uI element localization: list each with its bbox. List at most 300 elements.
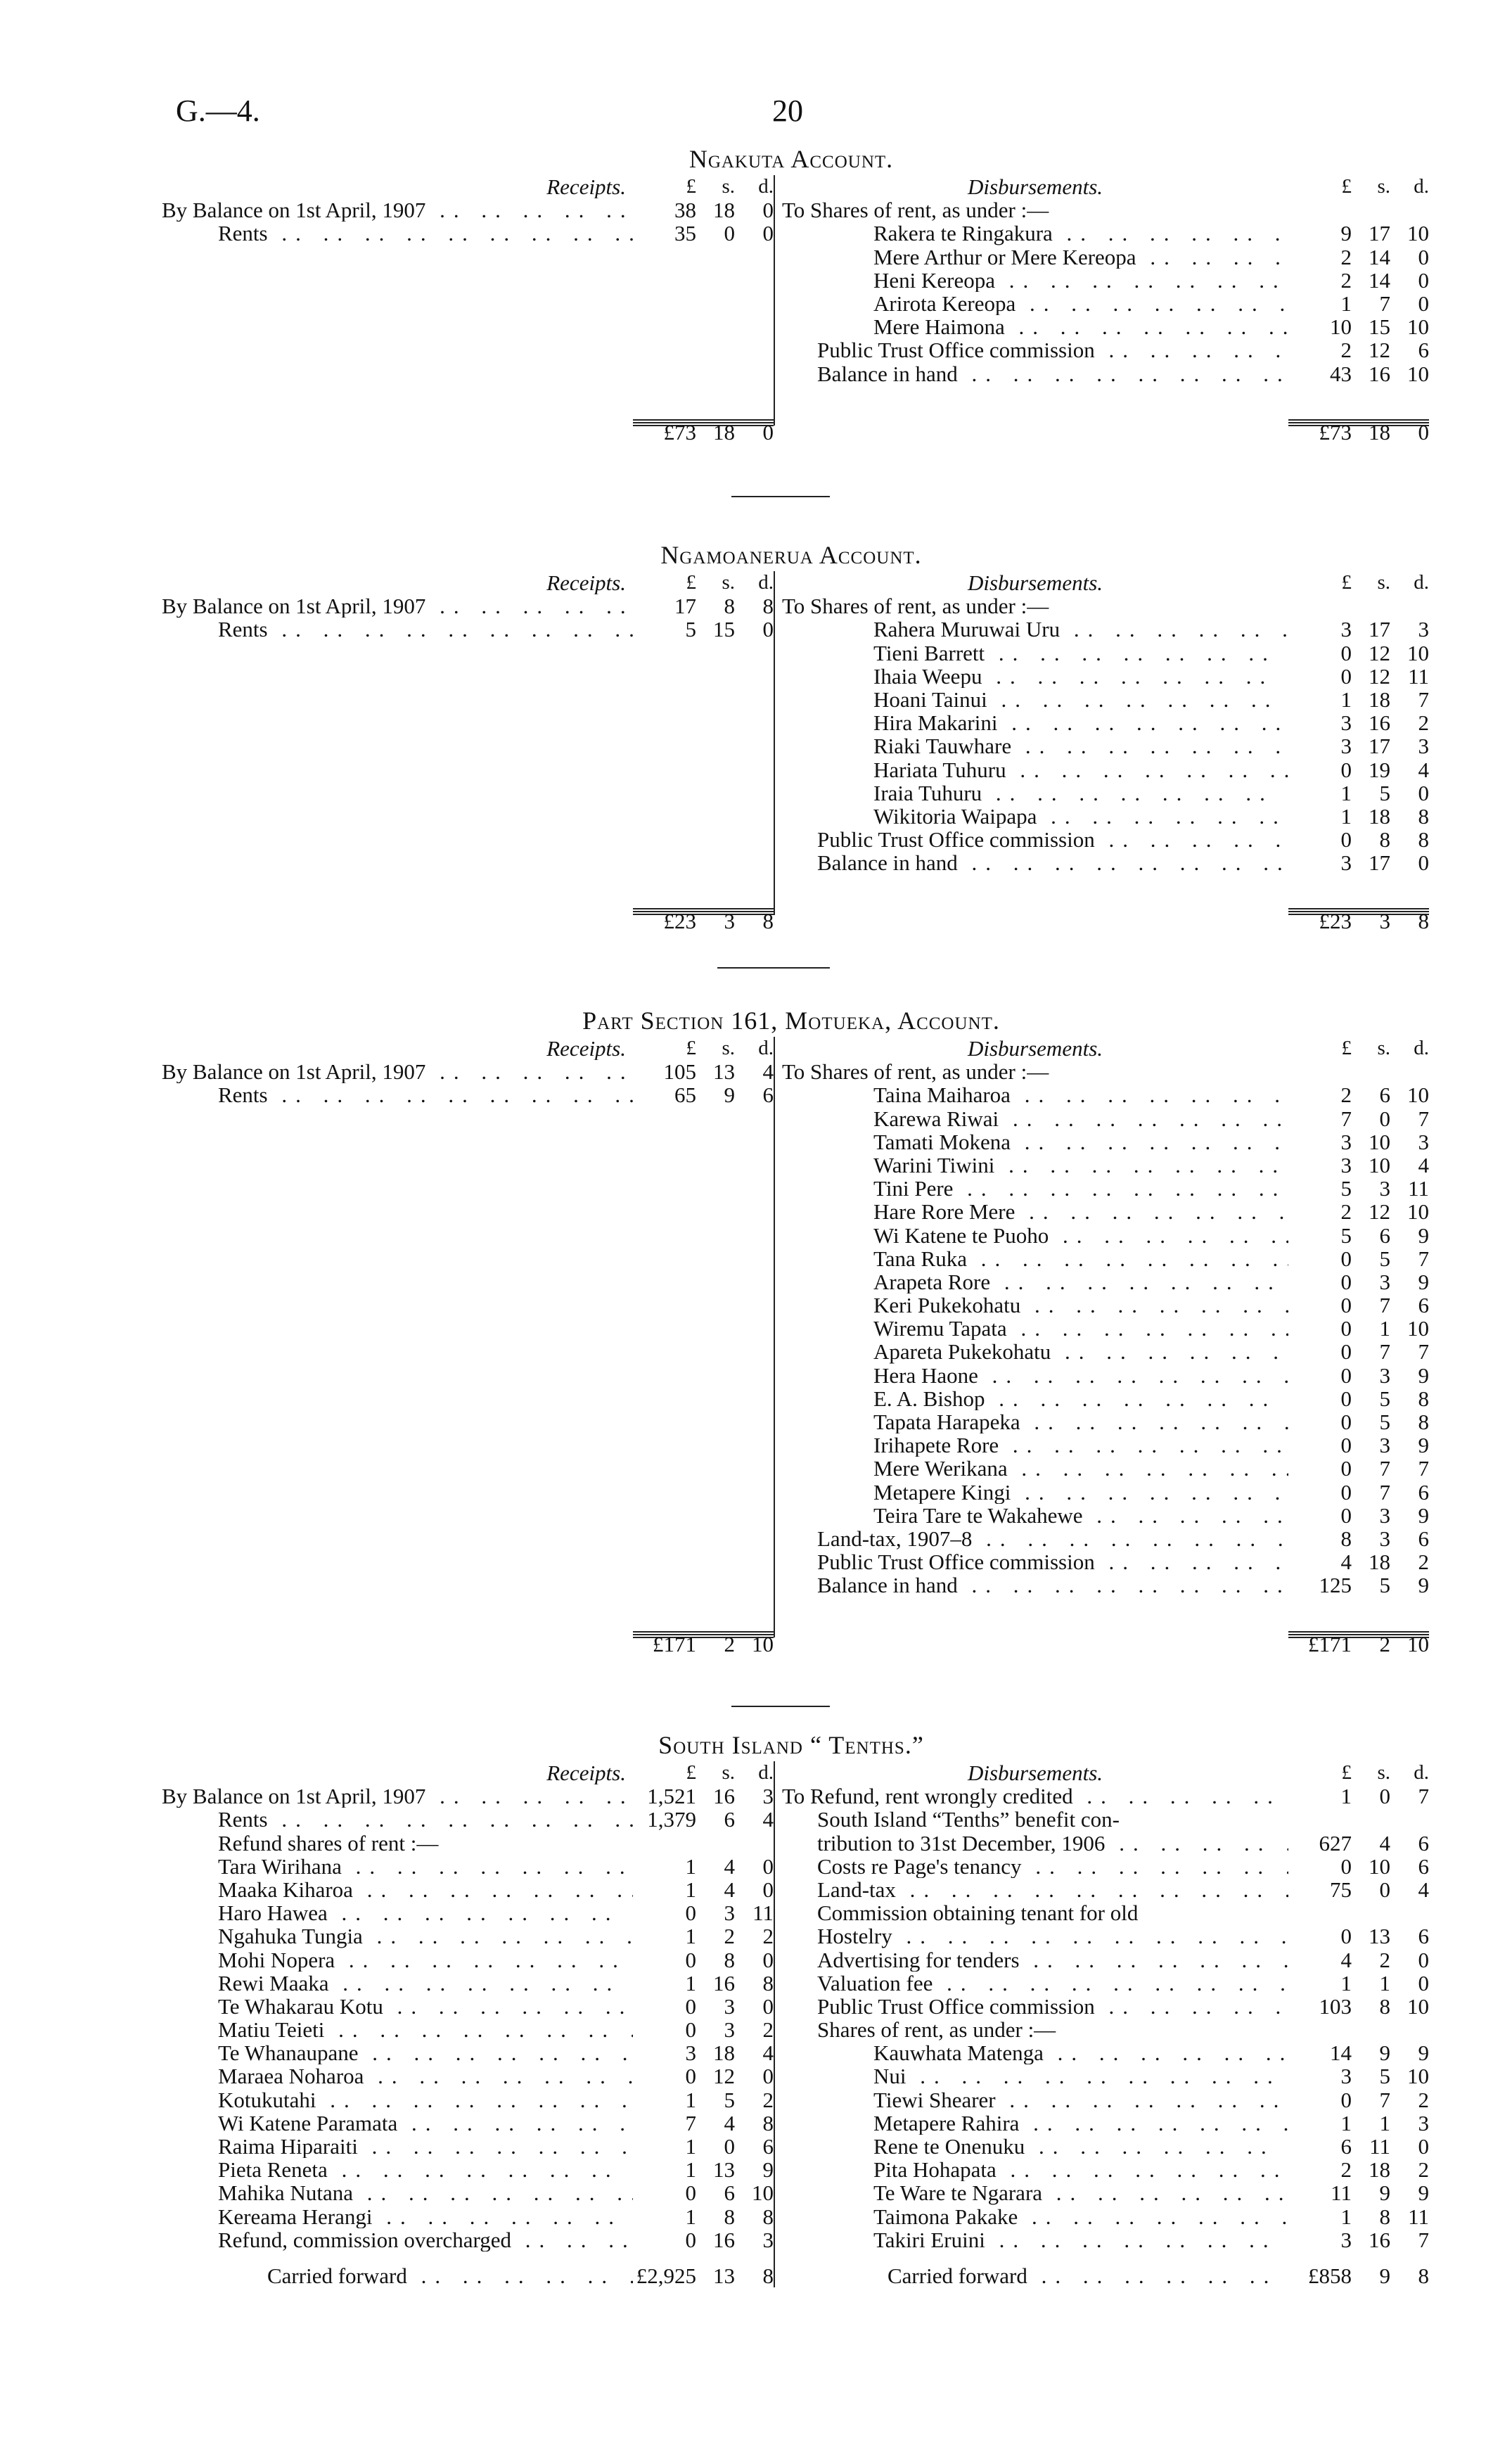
receipts-entry-label: Te Whakarau Kotu .. .. — [162, 1995, 633, 2018]
disbursements-entry-label: Teira Tare te Wakahewe .. .. — [782, 1504, 1288, 1527]
disbursements-entry-label: Rene te Onenuku .. .. — [782, 2135, 1288, 2158]
disbursements-entry-label: Taina Maiharoa .. .. — [782, 1083, 1288, 1106]
blank-row — [162, 1177, 774, 1200]
disbursements-entry-amount-pence: 6 — [1418, 338, 1429, 363]
disbursements-entry-amount-pence — [1390, 198, 1429, 222]
disbursements-entry — [782, 315, 1429, 338]
disbursements-entry-amount-pounds: 0 — [1340, 1269, 1352, 1294]
disbursements-entry-label: Balance in hand .. .. — [782, 362, 1288, 385]
disbursements-entry-amount-pounds: 1 — [1340, 780, 1352, 805]
receipts-column-head — [162, 571, 774, 594]
disbursements-total-amount-pounds: £171 — [1308, 1631, 1352, 1656]
disbursements-entry-amount-pounds: 6 — [1340, 2134, 1352, 2159]
currency-shilling-heading: s. — [1377, 571, 1390, 594]
disbursements-entry-label: E. A. Bishop .. .. — [782, 1387, 1288, 1410]
disbursements-entry-amount — [1288, 1784, 1429, 1808]
receipts-entry — [162, 2112, 774, 2135]
disbursements-entry-amount-shillings: 5 — [1379, 1386, 1390, 1411]
receipts-entry — [162, 1948, 774, 1972]
disbursements-entry-amount-pounds: 2 — [1340, 1199, 1352, 1225]
disbursements-entry — [782, 269, 1429, 292]
receipts-entry-amount-pounds: 1 — [685, 1877, 696, 1902]
disbursements-entry-amount-pence: 9 — [1418, 1269, 1429, 1294]
receipts-entry-amount — [633, 1924, 774, 1948]
disbursements-entry-amount-pence: 0 — [1418, 244, 1429, 269]
disbursements-entry — [782, 1364, 1429, 1387]
disbursements-entry-amount-shillings — [1352, 1060, 1390, 1083]
disbursements-entry-label: Hariata Tuhuru .. .. — [782, 758, 1288, 781]
disbursements-entry-amount-shillings: 18 — [1369, 803, 1390, 829]
receipts-entry — [162, 1901, 774, 1924]
disbursements-entry-amount-pounds: 43 — [1330, 361, 1352, 386]
disbursements-entry-amount-shillings: 6 — [1379, 1082, 1390, 1108]
receipts-entry-label: Rewi Maaka .. .. — [162, 1972, 633, 1995]
disbursements-entry-label: Tapata Harapeka .. .. — [782, 1410, 1288, 1433]
currency-pence-heading: d. — [758, 571, 774, 594]
disbursements-entry-label: Riaki Tauwhare .. .. — [782, 734, 1288, 758]
disbursements-entry — [782, 1224, 1429, 1247]
receipts-column — [162, 571, 774, 934]
receipts-entry-amount-pence: 3 — [762, 1784, 774, 1809]
receipts-entry — [162, 1924, 774, 1948]
disbursements-entry-amount-shillings — [1352, 1901, 1390, 1924]
disbursements-entry-amount — [1288, 711, 1429, 734]
disbursements-entry-amount-pounds: 0 — [1340, 1924, 1352, 1949]
disbursements-entry-amount-shillings: 7 — [1379, 290, 1390, 316]
disbursements-entry-amount-pounds: 627 — [1319, 1830, 1352, 1856]
disbursements-entry-amount-shillings: 1 — [1379, 2110, 1390, 2135]
disbursements-carried-forward-label: Carried forward .. .. — [782, 2264, 1288, 2287]
disbursements-entry — [782, 618, 1429, 641]
disbursements-total-amount-pence: 0 — [1418, 419, 1429, 445]
receipts-column — [162, 1761, 774, 2287]
disbursements-entry-amount-pence: 10 — [1407, 640, 1429, 665]
disbursements-entry-amount-pence: 2 — [1418, 710, 1429, 736]
disbursements-entry-amount-pence: 3 — [1418, 2110, 1429, 2135]
disbursements-entry-amount-pounds: 5 — [1340, 1176, 1352, 1201]
disbursements-entry-amount-pounds: 8 — [1340, 1526, 1352, 1551]
receipts-entry — [162, 222, 774, 245]
receipts-entry — [162, 198, 774, 222]
disbursements-entry-label: Tamati Mokena .. .. — [782, 1130, 1288, 1154]
receipts-entry — [162, 1855, 774, 1878]
disbursements-total-amount-shillings: 3 — [1379, 909, 1390, 934]
disbursements-entry-amount-shillings: 5 — [1379, 2064, 1390, 2089]
disbursements-entry-amount-pence: 7 — [1418, 1339, 1429, 1365]
disbursements-entry-amount — [1288, 1340, 1429, 1363]
disbursements-entry-amount-shillings: 16 — [1369, 361, 1390, 386]
disbursements-entry-amount-pounds — [1288, 2018, 1352, 2041]
disbursements-entry-amount-pounds: 125 — [1319, 1573, 1352, 1598]
receipts-entry-amount-shillings: 9 — [724, 1082, 735, 1108]
receipts-entry-label: Kereama Herangi .. .. — [162, 2205, 633, 2228]
receipts-total-amount — [633, 909, 774, 933]
disbursements-total-amount — [1288, 1633, 1429, 1656]
blank-row — [162, 1527, 774, 1550]
disbursements-entry-label: Heni Kereopa .. .. — [782, 269, 1288, 292]
disbursements-entry-amount — [1288, 1364, 1429, 1387]
receipts-entry-amount-pounds: 7 — [685, 2110, 696, 2135]
receipts-entry-amount — [633, 2112, 774, 2135]
disbursements-entry-amount-pence: 8 — [1418, 1410, 1429, 1434]
receipts-entry-amount-shillings: 16 — [713, 1970, 735, 1995]
currency-shilling-heading: s. — [1377, 1761, 1390, 1784]
disbursements-entry-amount-pence — [1390, 1060, 1429, 1083]
receipts-entry-amount-pence: 0 — [762, 2064, 774, 2089]
receipts-entry-amount-pence: 2 — [762, 2017, 774, 2043]
disbursements-entry-amount-pounds: 3 — [1340, 1129, 1352, 1154]
disbursements-entry-amount-pence: 6 — [1418, 1479, 1429, 1505]
receipts-entry-label: Maraea Noharoa .. .. — [162, 2064, 633, 2088]
disbursements-entry — [782, 711, 1429, 734]
blank-row — [162, 758, 774, 781]
blank-row — [162, 1270, 774, 1294]
disbursements-entry-amount-pounds — [1288, 594, 1352, 618]
disbursements-entry-amount-pence — [1390, 1901, 1429, 1924]
disbursements-entry-amount-shillings: 16 — [1369, 710, 1390, 736]
receipts-column-head — [162, 1761, 774, 1784]
disbursements-entry — [782, 1855, 1429, 1878]
receipts-entry-label: Tara Wirihana .. .. — [162, 1855, 633, 1878]
receipts-entry-amount — [633, 1832, 774, 1855]
disbursements-entry-label: Mere Werikana .. .. — [782, 1457, 1288, 1480]
receipts-entry — [162, 594, 774, 618]
disbursements-entry-amount-pounds: 0 — [1340, 1246, 1352, 1271]
receipts-heading: Receipts. — [546, 571, 626, 595]
disbursements-column-head — [782, 175, 1429, 198]
disbursements-entry — [782, 1972, 1429, 1995]
disbursements-column-head — [782, 1037, 1429, 1060]
disbursements-entry-amount-pounds: 10 — [1330, 314, 1352, 340]
disbursements-entry-amount-pence: 10 — [1407, 2064, 1429, 2089]
currency-pence-heading: d. — [758, 175, 774, 198]
disbursements-entry-amount-shillings: 17 — [1369, 221, 1390, 246]
disbursements-entry-amount-shillings: 4 — [1379, 1830, 1390, 1856]
receipts-entry-label: Mohi Nopera .. .. — [162, 1948, 633, 1972]
disbursements-entry-amount — [1288, 618, 1429, 641]
receipts-carried-forward-amount — [633, 2264, 774, 2287]
receipts-entry-amount-shillings: 4 — [724, 1877, 735, 1902]
disbursements-entry — [782, 641, 1429, 665]
disbursements-entry-amount-pence: 8 — [1418, 827, 1429, 852]
disbursements-entry — [782, 1808, 1429, 1831]
account-columns — [162, 1761, 1429, 2288]
blank-row — [162, 1387, 774, 1410]
disbursements-entry-amount-shillings: 8 — [1379, 2204, 1390, 2229]
disbursements-entry-amount-pence: 10 — [1407, 1316, 1429, 1341]
disbursements-total-amount — [1288, 909, 1429, 933]
receipts-entry-amount — [633, 222, 774, 245]
receipts-entry-amount-shillings: 16 — [713, 2227, 735, 2252]
disbursements-entry-amount-pence: 9 — [1418, 1573, 1429, 1598]
receipts-total-row — [162, 891, 774, 934]
currency-pound-heading: £ — [1341, 175, 1352, 198]
receipts-entry-label: Refund, commission overcharged .. .. — [162, 2228, 633, 2252]
disbursements-entry-amount-pence: 0 — [1418, 1947, 1429, 1972]
disbursements-entry-amount — [1288, 758, 1429, 781]
disbursements-entry-amount — [1288, 1247, 1429, 1270]
account-title: Ngamoanerua Account. — [660, 541, 922, 569]
disbursements-entry-amount — [1288, 1200, 1429, 1223]
disbursements-entry-label: Irihapete Rore .. .. — [782, 1433, 1288, 1457]
disbursements-entry-label: To Shares of rent, as under :— — [782, 198, 1049, 222]
disbursements-entry-amount — [1288, 1060, 1429, 1083]
disbursements-entry-label: Public Trust Office commission .. .. — [782, 1550, 1288, 1573]
disbursements-entry — [782, 1550, 1429, 1573]
disbursements-entry-amount — [1288, 1972, 1429, 1995]
disbursements-total-row — [782, 1614, 1429, 1656]
disbursements-entry-amount-shillings: 12 — [1369, 663, 1390, 689]
receipts-entry-amount-shillings: 6 — [724, 1807, 735, 1832]
disbursements-entry — [782, 851, 1429, 874]
disbursements-entry-amount-shillings: 5 — [1379, 780, 1390, 805]
disbursements-entry-amount-shillings: 16 — [1369, 2227, 1390, 2252]
currency-pence-heading: d. — [1414, 1037, 1429, 1059]
disbursements-entry — [782, 245, 1429, 269]
receipts-entry-amount-pence: 4 — [762, 2040, 774, 2066]
disbursements-entry-amount-pence: 2 — [1418, 2087, 1429, 2112]
disbursements-entry-amount-pence: 4 — [1418, 757, 1429, 782]
disbursements-entry — [782, 1901, 1429, 1924]
blank-row — [162, 362, 774, 385]
receipts-entry-label: Te Whanaupane .. .. — [162, 2041, 633, 2064]
disbursements-entry — [782, 2112, 1429, 2135]
disbursements-entry-amount-shillings: 17 — [1369, 617, 1390, 642]
disbursements-heading: Disbursements. — [967, 175, 1103, 199]
disbursements-entry-amount-pounds: 3 — [1340, 710, 1352, 736]
receipts-entry-label: By Balance on 1st April, 1907 .. .. — [162, 1060, 633, 1083]
disbursements-entry-amount — [1288, 1224, 1429, 1247]
receipts-entry — [162, 2088, 774, 2112]
disbursements-entry-amount-pence: 8 — [1418, 803, 1429, 829]
disbursements-entry-amount-pounds: 11 — [1331, 2180, 1352, 2206]
receipts-entry-amount-pounds: 35 — [674, 221, 696, 246]
disbursements-entry-amount-shillings: 3 — [1379, 1526, 1390, 1551]
receipts-entry-amount — [633, 1083, 774, 1106]
disbursements-entry-amount-pounds: 0 — [1340, 827, 1352, 852]
receipts-entry-amount-pounds: 38 — [674, 198, 696, 223]
disbursements-entry — [782, 2228, 1429, 2252]
receipts-entry-label: Rents .. .. — [162, 618, 633, 641]
disbursements-entry-amount-pence — [1390, 594, 1429, 618]
disbursements-entry-amount-shillings: 11 — [1369, 2134, 1390, 2159]
disbursements-entry-amount-pounds: 1 — [1340, 803, 1352, 829]
receipts-entry-label: By Balance on 1st April, 1907 .. .. — [162, 198, 633, 222]
disbursements-entry-amount-shillings: 5 — [1379, 1410, 1390, 1434]
disbursements-entry-amount-pounds: 0 — [1340, 640, 1352, 665]
disbursements-entry-label: Valuation fee .. .. — [782, 1972, 1288, 1995]
disbursements-entry — [782, 2018, 1429, 2041]
currency-pound-heading: £ — [686, 571, 696, 594]
disbursements-entry-amount-pounds: 3 — [1340, 1152, 1352, 1177]
receipts-entry-amount — [633, 2228, 774, 2252]
receipts-entry-amount-pounds: 1 — [685, 2204, 696, 2229]
disbursements-entry-amount-pence: 0 — [1418, 1970, 1429, 1995]
disbursements-entry-amount — [1288, 1948, 1429, 1972]
disbursements-column — [774, 1037, 1429, 1656]
disbursements-entry-amount-shillings — [1352, 198, 1390, 222]
receipts-entry-amount — [633, 1901, 774, 1924]
account-columns — [162, 175, 1429, 445]
receipts-entry-amount-pence: 4 — [762, 1807, 774, 1832]
disbursements-entry-label: Arirota Kereopa .. .. — [782, 292, 1288, 315]
disbursements-entry-amount-pence: 9 — [1418, 1502, 1429, 1528]
disbursements-entry-label: To Shares of rent, as under :— — [782, 1060, 1049, 1084]
disbursements-entry — [782, 1457, 1429, 1480]
blank-row — [162, 1550, 774, 1573]
disbursements-entry — [782, 1878, 1429, 1901]
disbursements-entry-amount-shillings: 9 — [1379, 2180, 1390, 2206]
receipts-column-head — [162, 1037, 774, 1060]
blank-row — [162, 828, 774, 851]
disbursements-entry-label: Hira Makarini .. .. — [782, 711, 1288, 734]
disbursements-entry — [782, 292, 1429, 315]
disbursements-entry-amount-shillings: 12 — [1369, 640, 1390, 665]
receipts-entry-amount — [633, 2041, 774, 2064]
receipts-entry-amount-pounds: 3 — [685, 2040, 696, 2066]
receipts-entry-amount-pence: 0 — [762, 1853, 774, 1879]
blank-row — [162, 315, 774, 338]
receipts-entry-amount-pence: 2 — [762, 1924, 774, 1949]
receipts-entry-amount-pounds: 65 — [674, 1082, 696, 1108]
disbursements-entry-amount — [1288, 1527, 1429, 1550]
disbursements-entry-label: Balance in hand .. .. — [782, 1573, 1288, 1597]
disbursements-total-amount-shillings: 2 — [1379, 1631, 1390, 1656]
disbursements-entry-label: To Shares of rent, as under :— — [782, 594, 1049, 618]
disbursements-total-amount-pounds: £23 — [1319, 909, 1352, 934]
receipts-entry-label: Rents .. .. — [162, 1808, 633, 1831]
disbursements-entry-amount-shillings: 3 — [1379, 1362, 1390, 1388]
disbursements-entry-amount — [1288, 1504, 1429, 1527]
blank-row — [162, 1247, 774, 1270]
receipts-entry-amount-shillings: 12 — [713, 2064, 735, 2089]
disbursements-entry — [782, 665, 1429, 688]
disbursements-entry-amount-shillings: 19 — [1369, 757, 1390, 782]
receipts-entry-amount-pounds: 17 — [674, 594, 696, 619]
receipts-column — [162, 1037, 774, 1656]
disbursements-entry-amount-pounds: 1 — [1340, 2110, 1352, 2135]
receipts-entry — [162, 2181, 774, 2204]
receipts-entry — [162, 1878, 774, 1901]
disbursements-entry-amount-pounds: 2 — [1340, 338, 1352, 363]
disbursements-entry-amount-pence: 0 — [1418, 2134, 1429, 2159]
page-number: 20 — [772, 94, 803, 128]
blank-row — [162, 338, 774, 362]
disbursements-entry-amount-pounds: 2 — [1340, 267, 1352, 293]
disbursements-entry — [782, 1177, 1429, 1200]
receipts-entry-amount — [633, 1995, 774, 2018]
receipts-entry-amount — [633, 1808, 774, 1831]
receipts-entry-amount-pounds — [633, 1832, 696, 1855]
blank-row — [162, 781, 774, 805]
account-columns — [162, 1037, 1429, 1656]
receipts-total-box — [633, 908, 774, 934]
disbursements-entry-amount-pounds: 3 — [1340, 850, 1352, 876]
receipts-entry-amount-pence: 8 — [762, 594, 774, 619]
receipts-entry-amount — [633, 1972, 774, 1995]
blank-row — [162, 1481, 774, 1504]
disbursements-entry-amount-shillings: 0 — [1379, 1877, 1390, 1902]
blank-row — [162, 665, 774, 688]
disbursements-entry-amount-pence: 3 — [1418, 734, 1429, 759]
disbursements-entry-amount-pence: 6 — [1418, 1526, 1429, 1551]
receipts-lsd-head — [633, 571, 774, 594]
receipts-entry — [162, 2018, 774, 2041]
disbursements-entry-amount — [1288, 2158, 1429, 2181]
blank-row — [162, 1340, 774, 1363]
disbursements-entry-amount — [1288, 1294, 1429, 1317]
receipts-entry-amount — [633, 2205, 774, 2228]
receipts-entry-amount-shillings: 2 — [724, 1924, 735, 1949]
disbursements-entry-amount-shillings: 12 — [1369, 1199, 1390, 1225]
disbursements-entry-amount-pence: 0 — [1418, 290, 1429, 316]
disbursements-entry-label: Arapeta Rore .. .. — [782, 1270, 1288, 1294]
disbursements-total-row — [782, 402, 1429, 445]
disbursements-entry-amount — [1288, 665, 1429, 688]
disbursements-entry-amount — [1288, 269, 1429, 292]
receipts-entry-amount-pounds: 105 — [663, 1059, 696, 1085]
receipts-total-amount-shillings: 3 — [724, 909, 735, 934]
disbursements-entry — [782, 1317, 1429, 1340]
receipts-entry-amount-shillings: 3 — [724, 1901, 735, 1926]
disbursements-entry — [782, 2041, 1429, 2064]
disbursements-entry-amount-pence: 6 — [1418, 1293, 1429, 1318]
receipts-total-label — [162, 402, 633, 426]
receipts-entry-amount-pounds: 0 — [685, 2017, 696, 2043]
receipts-entry-label: Refund shares of rent :— — [218, 1831, 439, 1855]
disbursements-entry-amount-pence: 11 — [1408, 663, 1429, 689]
receipts-entry-amount-shillings: 8 — [724, 594, 735, 619]
disbursements-entry — [782, 734, 1429, 758]
disbursements-entry — [782, 2088, 1429, 2112]
disbursements-entry-label: Rakera te Ringakura .. .. — [782, 222, 1288, 245]
currency-pound-heading: £ — [686, 1037, 696, 1059]
disbursements-entry — [782, 2205, 1429, 2228]
currency-shilling-heading: s. — [722, 571, 735, 594]
receipts-entry-amount-pence: 8 — [762, 2110, 774, 2135]
disbursements-entry-amount-pence: 7 — [1418, 2227, 1429, 2252]
disbursements-entry-amount-shillings: 10 — [1369, 1129, 1390, 1154]
receipts-entry-amount-pence: 11 — [752, 1901, 774, 1926]
disbursements-entry-amount-pounds: 0 — [1340, 1316, 1352, 1341]
receipts-heading: Receipts. — [546, 1037, 626, 1061]
blank-row — [162, 1130, 774, 1154]
disbursements-entry-amount-pounds: 14 — [1330, 2040, 1352, 2066]
receipts-entry-amount — [633, 1878, 774, 1901]
blank-row — [162, 711, 774, 734]
receipts-entry-amount-pence: 0 — [762, 1877, 774, 1902]
receipts-entry — [162, 618, 774, 641]
disbursements-entry-label: Takiri Eruini .. .. — [782, 2228, 1288, 2252]
disbursements-entry — [782, 805, 1429, 828]
receipts-heading: Receipts. — [546, 1761, 626, 1785]
disbursements-entry-label: Tini Pere .. .. — [782, 1177, 1288, 1200]
disbursements-entry-amount-pence: 9 — [1418, 1433, 1429, 1458]
blank-row — [162, 1410, 774, 1433]
disbursements-entry — [782, 1784, 1429, 1808]
disbursements-entry-amount-pence: 7 — [1418, 1784, 1429, 1809]
disbursements-entry — [782, 2135, 1429, 2158]
receipts-entry-label: Wi Katene Paramata .. .. — [162, 2112, 633, 2135]
blank-row — [162, 734, 774, 758]
disbursements-entry-amount — [1288, 1177, 1429, 1200]
disbursements-entry-amount-pounds: 1 — [1340, 2204, 1352, 2229]
disbursements-entry-amount — [1288, 2228, 1429, 2252]
currency-shilling-heading: s. — [722, 1037, 735, 1059]
disbursements-entry-amount-pounds: 0 — [1340, 1293, 1352, 1318]
receipts-total-label — [162, 891, 633, 914]
currency-pound-heading: £ — [1341, 1761, 1352, 1784]
